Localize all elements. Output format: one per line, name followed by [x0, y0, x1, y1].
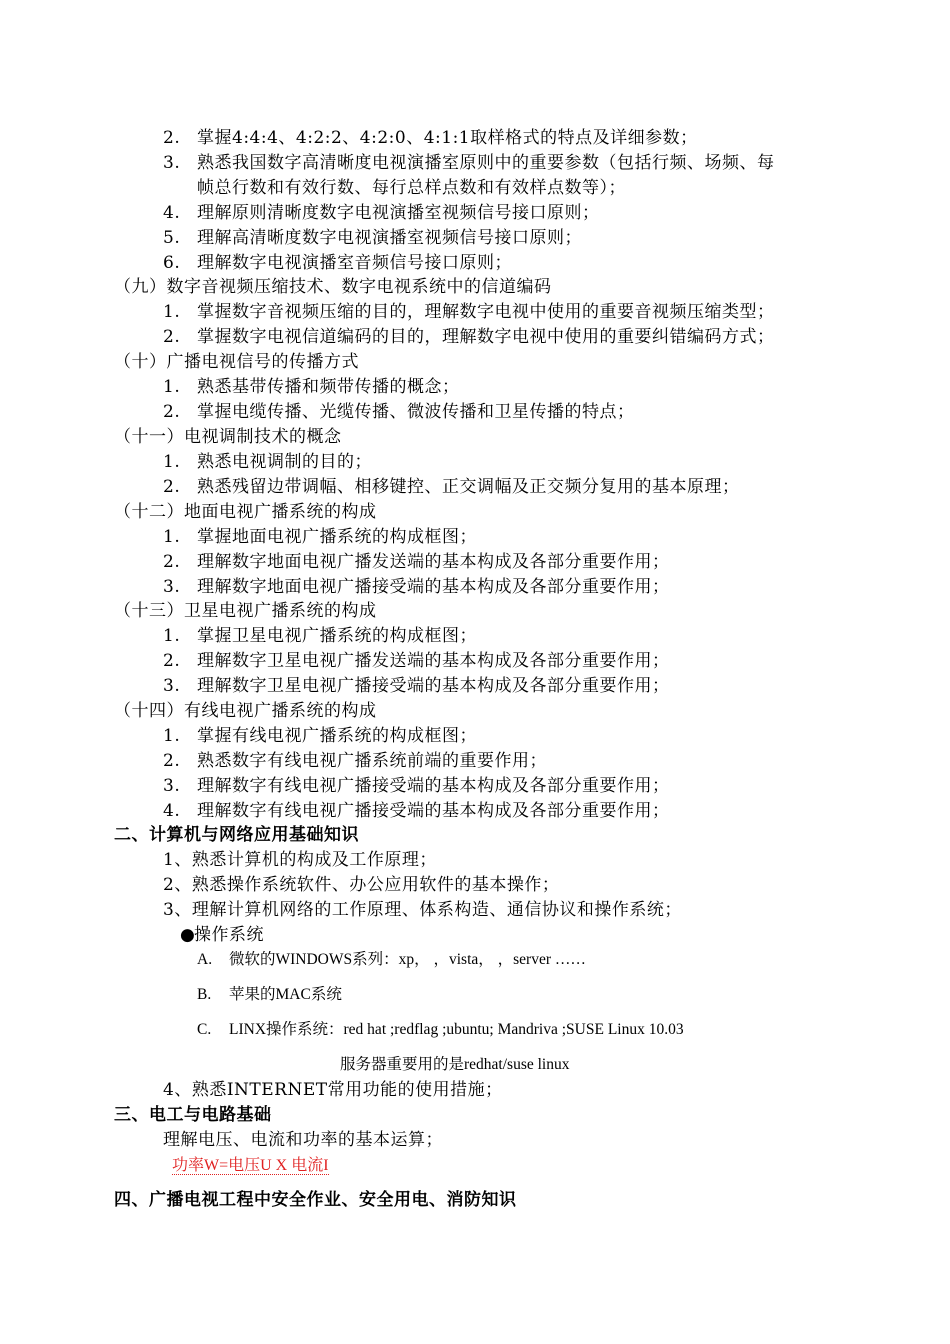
list-item: 1. 掌握地面电视广播系统的构成框图；	[163, 527, 477, 547]
list-item: 4. 理解原则清晰度数字电视演播室视频信号接口原则；	[163, 203, 600, 223]
list-item: 2. 熟悉数字有线电视广播系统前端的重要作用；	[163, 751, 547, 771]
os-item: B. 苹果的MAC系统	[197, 986, 342, 1003]
list-item: 2. 理解数字卫星电视广播发送端的基本构成及各部分重要作用；	[163, 651, 670, 671]
section-heading: （九）数字音视频压缩技术、数字电视系统中的信道编码	[114, 277, 552, 297]
section-heading: （十二）地面电视广播系统的构成	[114, 502, 377, 522]
list-item: 1、熟悉计算机的构成及工作原理；	[163, 850, 437, 870]
os-item: C. LINX操作系统：red hat ;redflag ;ubuntu; Mandriva ;SUSE Linux 10.03	[197, 1021, 684, 1038]
list-item: 2. 掌握电缆传播、光缆传播、微波传播和卫星传播的特点；	[163, 402, 635, 422]
list-item: 1. 掌握数字音视频压缩的目的，理解数字电视中使用的重要音视频压缩类型；	[163, 302, 775, 322]
list-item: 2. 熟悉残留边带调幅、相移键控、正交调幅及正交频分复用的基本原理；	[163, 477, 740, 497]
list-item: 3. 理解数字地面电视广播接受端的基本构成及各部分重要作用；	[163, 577, 670, 597]
section-heading: （十）广播电视信号的传播方式	[114, 352, 359, 372]
list-item: 5. 理解高清晰度数字电视演播室视频信号接口原则；	[163, 228, 582, 248]
list-item: 3. 理解数字有线电视广播接受端的基本构成及各部分重要作用；	[163, 776, 670, 796]
list-item: 2. 掌握数字电视信道编码的目的，理解数字电视中使用的重要纠错编码方式；	[163, 327, 775, 347]
paragraph: 理解电压、电流和功率的基本运算；	[163, 1130, 443, 1150]
formula: 功率W=电压U X 电流I	[172, 1157, 329, 1174]
list-item-continuation: 帧总行数和有效行数、每行总样点数和有效样点数等）；	[197, 178, 626, 198]
bullet-item: ●操作系统	[180, 925, 264, 945]
part-heading: 三、电工与电路基础	[114, 1105, 272, 1125]
list-item: 1. 掌握卫星电视广播系统的构成框图；	[163, 626, 477, 646]
os-item: A. 微软的WINDOWS系列：xp， ，vista， ，server ……	[197, 951, 586, 968]
bullet-icon: ●	[180, 925, 196, 945]
list-item: 4、熟悉INTERNET常用功能的使用措施；	[163, 1080, 503, 1100]
part-heading: 二、计算机与网络应用基础知识	[114, 825, 359, 845]
list-item: 1. 掌握有线电视广播系统的构成框图；	[163, 726, 477, 746]
part-heading: 四、广播电视工程中安全作业、安全用电、消防知识	[114, 1190, 517, 1210]
list-item: 1. 熟悉基带传播和频带传播的概念；	[163, 377, 460, 397]
list-item: 2、熟悉操作系统软件、办公应用软件的基本操作；	[163, 875, 560, 895]
list-item: 6. 理解数字电视演播室音频信号接口原则；	[163, 253, 512, 273]
list-item: 2. 掌握4:4:4、4:2:2、4:2:0、4:1:1取样格式的特点及详细参数；	[163, 128, 698, 148]
section-heading: （十四）有线电视广播系统的构成	[114, 701, 377, 721]
list-item: 3、理解计算机网络的工作原理、体系构造、通信协议和操作系统；	[163, 900, 682, 920]
list-item: 3. 理解数字卫星电视广播接受端的基本构成及各部分重要作用；	[163, 676, 670, 696]
section-heading: （十三）卫星电视广播系统的构成	[114, 601, 377, 621]
list-item: 3. 熟悉我国数字高清晰度电视演播室原则中的重要参数（包括行频、场频、每	[163, 153, 775, 173]
section-heading: （十一）电视调制技术的概念	[114, 427, 342, 447]
list-item: 1. 熟悉电视调制的目的；	[163, 452, 372, 472]
server-note: 服务器重要用的是redhat/suse linux	[340, 1056, 570, 1073]
list-item: 4. 理解数字有线电视广播接受端的基本构成及各部分重要作用；	[163, 801, 670, 821]
list-item: 2. 理解数字地面电视广播发送端的基本构成及各部分重要作用；	[163, 552, 670, 572]
